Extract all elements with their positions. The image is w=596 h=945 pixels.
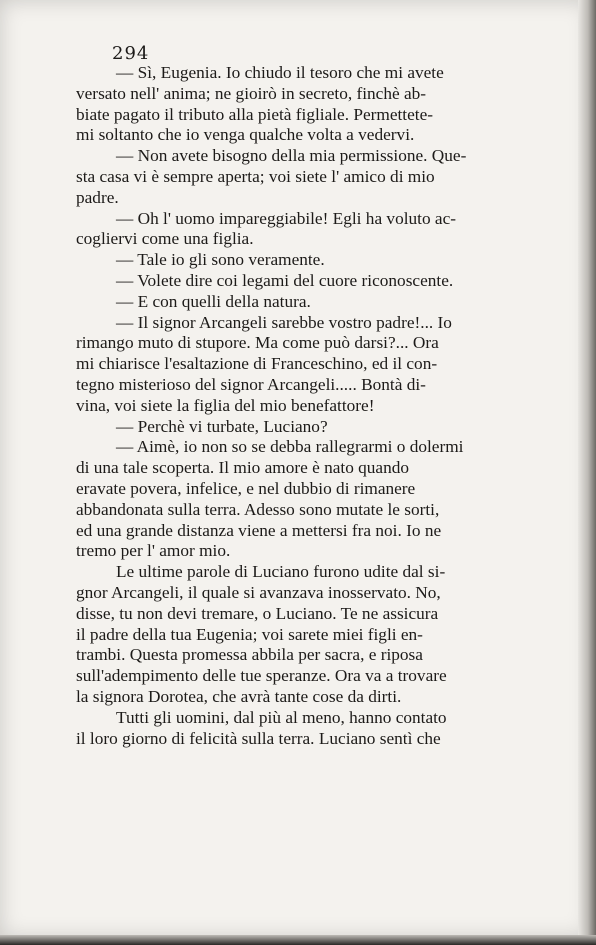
text-line: — Perchè vi turbate, Luciano? xyxy=(116,416,328,436)
text-line: abbandonata sulla terra. Adesso sono mutate le sorti, xyxy=(76,499,440,519)
scan-bottom-edge xyxy=(0,935,596,945)
page-number: 294 xyxy=(112,43,150,64)
text-line: tremo per l' amor mio. xyxy=(76,541,231,561)
text-line: rimango muto di stupore. Ma come può darsi?... Ora xyxy=(76,333,439,353)
body-text xyxy=(76,63,528,749)
text-line: padre. xyxy=(76,187,119,207)
text-line: gnor Arcangeli, il quale si avanzava inosservato. No, xyxy=(76,582,441,602)
text-line: trambi. Questa promessa abbila per sacra, e riposa xyxy=(76,645,423,665)
text-line: di una tale scoperta. Il mio amore è nato quando xyxy=(76,458,410,478)
text-line: mi soltanto che io venga qualche volta a vedervi. xyxy=(76,125,415,145)
text-line: il loro giorno di felicità sulla terra. Luciano sentì che xyxy=(76,728,441,748)
text-line: la signora Dorotea, che avrà tante cose da dirti. xyxy=(76,686,402,706)
text-line: vina, voi siete la figlia del mio benefattore! xyxy=(76,395,375,415)
text-line: — Aimè, io non so se debba rallegrarmi o dolermi xyxy=(116,437,464,457)
text-line: — Oh l' uomo impareggiabile! Egli ha voluto ac- xyxy=(116,208,457,228)
text-line: — Tale io gli sono veramente. xyxy=(116,250,325,270)
text-line: biate pagato il tributo alla pietà figliale. Permettete- xyxy=(76,104,434,124)
text-line: ed una grande distanza viene a mettersi fra noi. Io ne xyxy=(76,520,442,540)
text-line: sta casa vi è sempre aperta; voi siete l' amico di mio xyxy=(76,166,435,186)
text-line: mi chiarisce l'esaltazione di Franceschino, ed il con- xyxy=(76,354,438,374)
text-line: Tutti gli uomini, dal più al meno, hanno contato xyxy=(116,707,447,727)
text-line: eravate povera, infelice, e nel dubbio di rimanere xyxy=(76,478,416,498)
text-line: — E con quelli della natura. xyxy=(116,291,311,311)
book-page-edge xyxy=(578,0,596,945)
text-line: — Sì, Eugenia. Io chiudo il tesoro che mi avete xyxy=(116,63,444,82)
text-line: sull'adempimento delle tue speranze. Ora va a trovare xyxy=(76,666,447,686)
text-line: — Il signor Arcangeli sarebbe vostro padre!... Io xyxy=(116,312,452,332)
text-line: Le ultime parole di Luciano furono udite dal si- xyxy=(116,562,446,582)
text-line: — Volete dire coi legami del cuore riconoscente. xyxy=(116,270,454,290)
text-line: cogliervi come una figlia. xyxy=(76,229,254,249)
text-line: versato nell' anima; ne gioirò in secreto, finchè ab- xyxy=(76,83,427,103)
text-line: — Non avete bisogno della mia permissione. Que- xyxy=(116,146,467,166)
text-line: disse, tu non devi tremare, o Luciano. Te ne assicura xyxy=(76,603,439,623)
text-line: tegno misterioso del signor Arcangeli..... Bontà di- xyxy=(76,374,426,394)
text-line: il padre della tua Eugenia; voi sarete miei figli en- xyxy=(76,624,423,644)
